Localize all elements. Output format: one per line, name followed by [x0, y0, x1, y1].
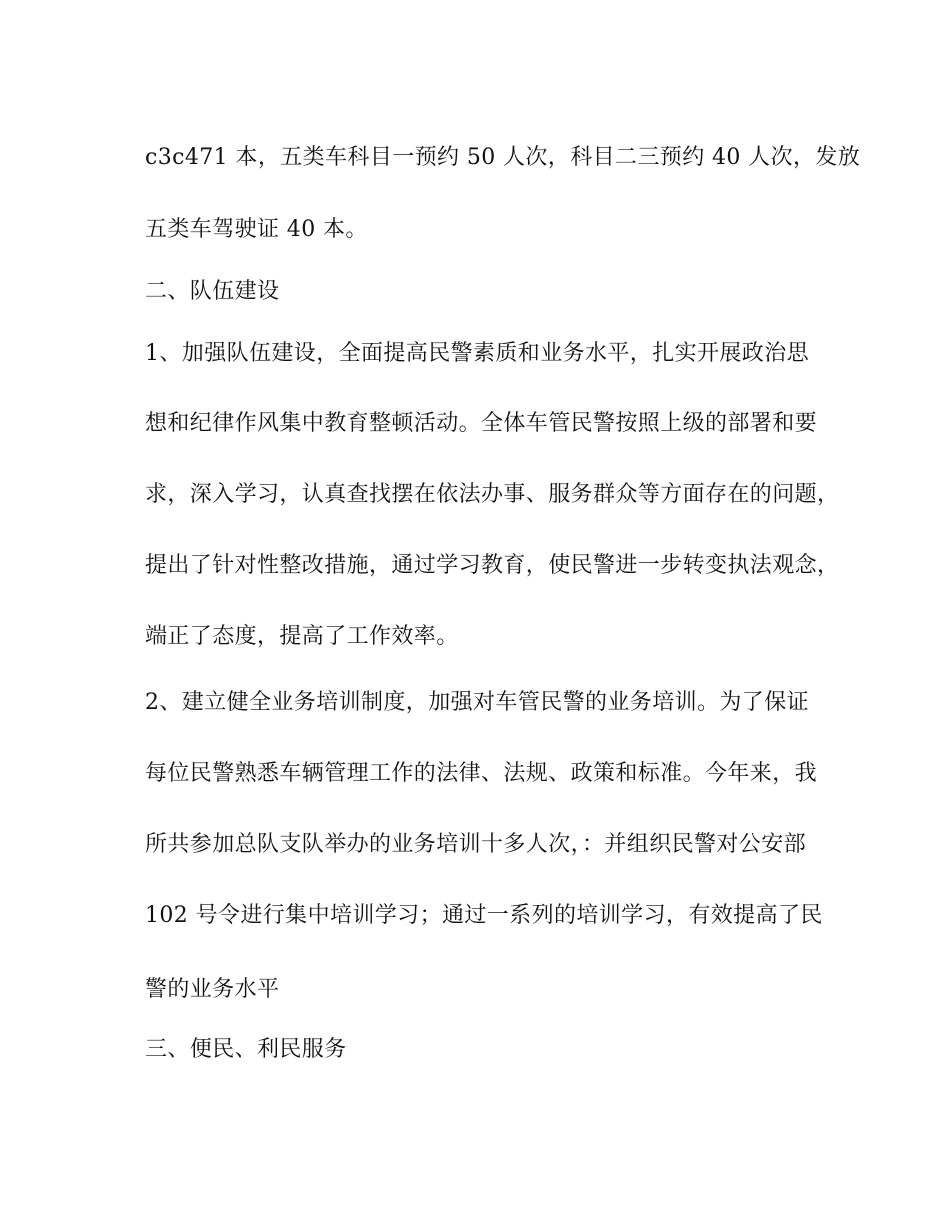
paragraph-line: 2、建立健全业务培训制度，加强对车管民警的业务培训。为了保证 [145, 690, 809, 715]
paragraph-line: 所共参加总队支队举办的业务培训十多人次，：并组织民警对公安部 [145, 832, 807, 857]
paragraph-line: 提出了针对性整改措施，通过学习教育，使民警进一步转变执法观念， [145, 553, 840, 578]
paragraph-line: 每位民警熟悉车辆管理工作的法律、法规、政策和标准。今年来，我 [145, 761, 818, 786]
paragraph-line: 端正了态度，提高了工作效率。 [145, 624, 459, 649]
paragraph-line: 五类车驾驶证 40 本。 [145, 217, 368, 242]
section-heading: 三、便民、利民服务 [145, 1037, 347, 1062]
paragraph-line: c3c471 本，五类车科目一预约 50 人次，科目二三预约 40 人次，发放 [145, 145, 861, 170]
paragraph-line: 求，深入学习，认真查找摆在依法办事、服务群众等方面存在的问题， [145, 482, 840, 507]
paragraph-line: 102 号令进行集中培训学习；通过一系列的培训学习，有效提高了民 [145, 903, 823, 928]
paragraph-line: 1、加强队伍建设，全面提高民警素质和业务水平，扎实开展政治思 [145, 341, 809, 366]
paragraph-line: 想和纪律作风集中教育整顿活动。全体车管民警按照上级的部署和要 [145, 411, 818, 436]
section-heading: 二、队伍建设 [145, 279, 280, 304]
paragraph-line: 警的业务水平 [145, 977, 280, 1002]
